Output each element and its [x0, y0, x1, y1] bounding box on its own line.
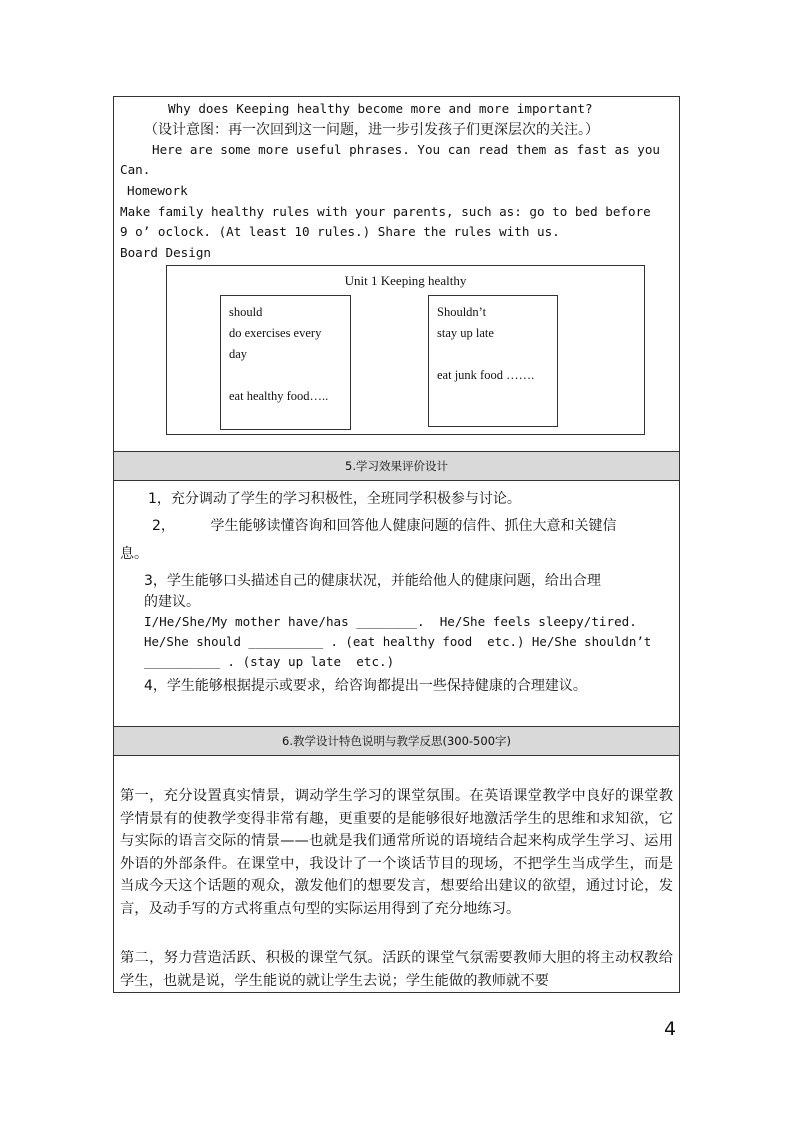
eval-item-1: 1，充分调动了学生的学习积极性，全班同学积极参与讨论。	[148, 491, 521, 507]
should-item: should	[229, 305, 263, 319]
phrases-line: Here are some more useful phrases. You can read them as fast as you	[152, 142, 660, 157]
page-number: 4	[664, 1018, 677, 1040]
section6-content	[114, 756, 679, 992]
top-cell	[114, 97, 679, 451]
section5-content	[114, 481, 679, 726]
lesson-table	[113, 96, 680, 993]
sentence-pattern-1: I/He/She/My mother have/has ________. He/She feels sleepy/tired.	[144, 614, 637, 629]
sentence-pattern-3: __________ . (stay up late etc.)	[144, 654, 395, 669]
should-item	[229, 365, 342, 386]
shouldnt-item: Shouldn’t	[437, 305, 487, 319]
homework-line1: Make family healthy rules with your parents, such as: go to bed before	[120, 204, 651, 219]
eval-item-3-cont: 的建议。	[144, 594, 200, 610]
design-intent-line: （设计意图：再一次回到这一问题，进一步引发孩子们更深层次的关注。）	[144, 122, 599, 138]
should-item: do exercises every	[229, 326, 322, 340]
reflection-paragraph-1: 第一，充分设置真实情景，调动学生学习的课堂氛围。在英语课堂教学中良好的课堂教学情景有的使教学变得非常有趣，更重要的是能够很好地激活学生的思维和求知欲，它与实际的语言交际的情景——也就是我们通常所说的语境结合起来构成学生学习、运用外语的外部条件。在课堂中，我设计了一个谈话节目的现场，不把学生当成学生，而是当成今天这个话题的观众，激发他们的想要发言，想要给出建议的欲望，通过讨论，发言，及动手写的方式将重点句型的实际运用得到了充分地练习。	[120, 788, 673, 917]
sentence-pattern-2: He/She should __________ . (eat healthy food etc.) He/She shouldn’t	[144, 634, 652, 649]
eval-item-4: 4，学生能够根据提示或要求，给咨询都提出一些保持健康的合理建议。	[144, 678, 587, 694]
section6-header	[114, 726, 679, 756]
shouldnt-box	[428, 295, 558, 427]
shouldnt-item	[437, 344, 549, 365]
section5-title: 5.学习效果评价设计	[345, 459, 448, 473]
board-title: Unit 1 Keeping healthy	[344, 273, 467, 288]
homework-heading: Homework	[127, 183, 188, 198]
shouldnt-item: stay up late	[437, 326, 494, 340]
shouldnt-item: eat junk food …….	[437, 368, 535, 382]
eval-item-2-cont: 息。	[120, 546, 148, 562]
section5-header	[114, 451, 679, 481]
phrases-line-cont: Can.	[120, 162, 151, 177]
question-line: Why does Keeping healthy become more and more important?	[168, 101, 593, 116]
should-item: day	[229, 347, 248, 361]
should-box	[220, 295, 351, 430]
board-design-heading: Board Design	[120, 245, 211, 260]
eval-item-2: 2， 学生能够读懂咨询和回答他人健康问题的信件、抓住大意和关键信	[152, 518, 617, 534]
board-design	[166, 265, 645, 435]
should-item: eat healthy food…..	[229, 389, 329, 403]
eval-item-3: 3，学生能够口头描述自己的健康状况，并能给他人的健康问题，给出合理	[144, 573, 601, 589]
section6-title: 6.教学设计特色说明与教学反思(300-500字)	[282, 734, 511, 748]
homework-line2: 9 o’ oclock. (At least 10 rules.) Share the rules with us.	[120, 224, 560, 239]
reflection-paragraph-2: 第二，努力营造活跃、积极的课堂气氛。活跃的课堂气氛需要教师大胆的将主动权教给学生，也就是说，学生能说的就让学生去说；学生能做的教师就不要	[120, 950, 673, 989]
